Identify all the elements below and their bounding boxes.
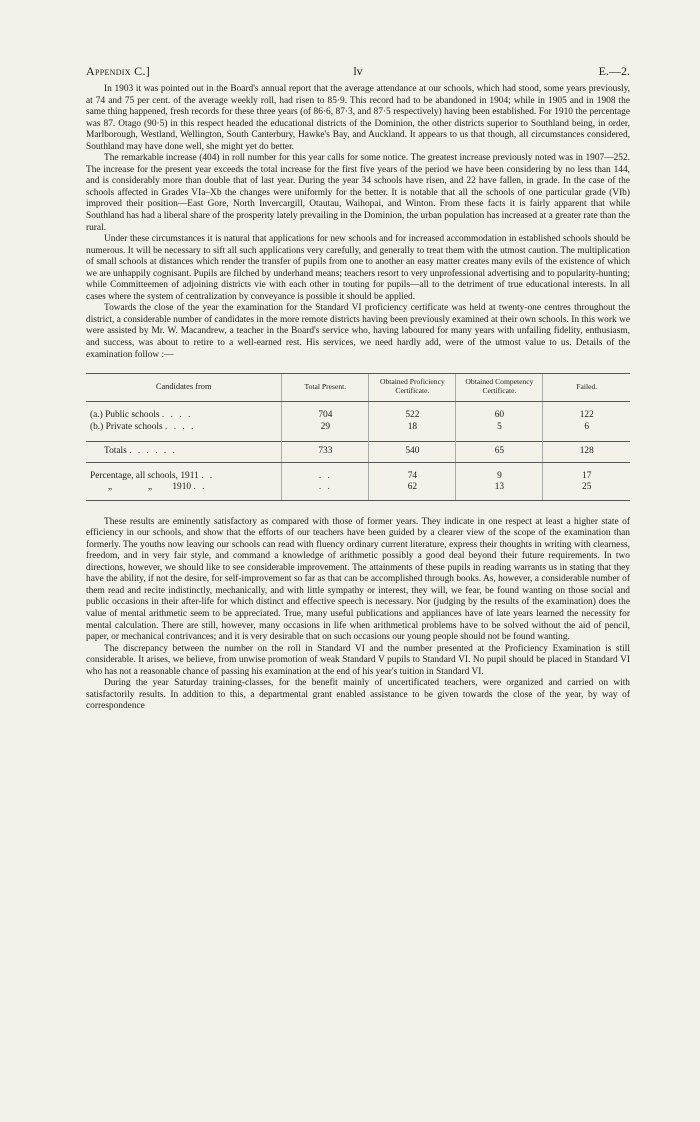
cell-failed: 128 xyxy=(543,442,630,463)
cell-proficiency: 62 xyxy=(369,482,456,500)
paragraph-new-schools: Under these circumstances it is natural that applications for new schools and for increased accommodation in established schools should be numerous. It will be necessary to sift all such applications very carefully, and generally to treat them with the utmost caution. The multiplication of small schools at distances which render the transfer of pupils from one to another an easy matter creates many evils of the existence of which we are unhappily cognisant. Pupils are filched by underhand means; teachers resort to very unprofessional advertising and to popularity-hunting; while Committeemen of adjoining districts vie with each other in touting for pupils—all to the detriment of true educational interests. In all cases where the system of centralization by conveyance is possible it should be applied. xyxy=(86,234,630,302)
cell-competency: 13 xyxy=(456,482,543,500)
cell-proficiency: 540 xyxy=(369,442,456,463)
totals-row xyxy=(86,442,630,463)
cell-proficiency: 522 xyxy=(369,410,456,422)
cell-total: . . xyxy=(282,471,369,483)
page-number: lv xyxy=(353,64,363,78)
paragraph-attendance: In 1903 it was pointed out in the Board's annual report that the average attendance at our schools, which had stood, some years previously, at 74 and 75 per cent. of the average weekly roll, had risen to 85·9. This record had to be abandoned in 1904; while in 1905 and in 1908 the same thing happened, fresh records for these three years (of 86·6, 87·3, and 87·5 respectively) having been established. For 1910 the percentage was 87. Otago (90·5) in this respect headed the educational districts of the Dominion, the other districts superior to Southland being, in order, Marlborough, Westland, Wellington, South Canterbury, Hawke's Bay, and Auckland. It appears to us that though, all circumstances considered, Southland may have done well, she might yet do better. xyxy=(86,84,630,152)
cell-competency: 60 xyxy=(456,410,543,422)
table-row xyxy=(86,422,630,434)
body-text-before xyxy=(86,84,630,361)
percentage-row-1910 xyxy=(86,482,630,500)
cell-proficiency: 74 xyxy=(369,471,456,483)
cell-failed: 17 xyxy=(543,471,630,483)
header-candidates: Candidates from xyxy=(86,374,282,402)
ditto-mark: „ xyxy=(107,482,113,493)
leader-dots: . . . . xyxy=(165,421,196,432)
paragraph-results: These results are eminently satisfactory as compared with those of former years. They indicate in one respect at least a higher state of efficiency in our schools, and show that the efforts of our teachers have been guided by a clearer view of the scope of the examination than formerly. The youths now leaving our schools can read with fluency ordinary current literature, express their thoughts in writing with clearness, freedom, and in very fair style, and command a knowledge of arithmetic possibly a good deal beyond their future requirements. In two directions, however, we should like to see considerable improvement. The attainments of these pupils in reading warrants us in stating that they have the ability, if not the desire, for self-improvement so far as that can be accomplished through books. As, however, a considerable number of them read and recite indistinctly, mechanically, and with little sympathy or interest, they will, we fear, be found wanting on those social and public occasions in their after-life for which distinct and effective speech is necessary. Nor (judging by the results of the examination) does the value of mental arithmetic seem to be appreciated. True, many useful publications and appliances have of late years learned the necessity for mental calculation. There are still, however, many occasions in life when arithmetical problems have to be solved without the aid of pencil, paper, or mechanical contrivances; and it is very desirable that on such occasions our young people should not be found wanting. xyxy=(86,516,630,643)
header-failed: Failed. xyxy=(543,374,630,402)
cell-total: . . xyxy=(282,482,369,500)
row-label-percentage: Percentage, all schools, 1911 xyxy=(90,470,199,481)
cell-failed: 6 xyxy=(543,422,630,434)
table-row xyxy=(86,410,630,422)
cell-competency: 65 xyxy=(456,442,543,463)
leader-dots: . . . . xyxy=(161,410,193,421)
cell-total: 704 xyxy=(282,410,369,422)
cell-competency: 5 xyxy=(456,422,543,434)
header-proficiency: Obtained Proficiency Certificate. xyxy=(369,374,456,402)
row-label-public: (a.) Public schools xyxy=(90,410,160,421)
paragraph-training-classes: During the year Saturday training-classes, for the benefit mainly of uncertificated teachers, were organized and carried on with satisfactorily results. In addition to this, a departmental grant enabled assistance to be given towards the close of the year, by way of correspondence xyxy=(86,678,630,712)
cell-failed: 25 xyxy=(543,482,630,500)
running-head xyxy=(86,64,630,84)
table-header-row xyxy=(86,374,630,402)
paragraph-discrepancy: The discrepancy between the number on the roll in Standard VI and the number presented at the Proficiency Examination is still considerable. It arises, we believe, from unwise promotion of weak Standard V pupils to Standard VI. No pupil should be placed in Standard VI who has not a reasonable chance of passing his examination at the end of his year's tuition in Standard VI. xyxy=(86,643,630,677)
cell-failed: 122 xyxy=(543,410,630,422)
ditto-mark: „ xyxy=(147,482,153,493)
paragraph-roll-increase: The remarkable increase (404) in roll number for this year calls for some notice. The greatest increase previously noted was in 1907—252. The increase for the present year exceeds the total increase for the first five years of the period we have been considering by no less than 144, and is considerably more than double that of last year. During the year 34 schools have risen, and 22 have fallen, in grade. In the case of the schools affected in Grades VIa–Xb the changes were uniformly for the better. It is notable that all the schools of one particular grade (VIb) improved their position—East Gore, North Invercargill, Otautau, Waihopai, and Winton. From these facts it is fairly apparent that while Southland has had a liberal share of the prosperity lately prevailing in the Dominion, the urban population has increased at a greater rate than the rural. xyxy=(86,153,630,233)
body-text-after xyxy=(86,517,630,713)
header-total-present: Total Present. xyxy=(282,374,369,402)
paragraph-examination: Towards the close of the year the examination for the Standard VI proficiency certificate was held at twenty-one centres throughout the district, a considerable number of candidates in the more remote districts having been previously examined at their own schools. In this work we were assisted by Mr. W. Macandrew, a teacher in the Board's service who, having laboured for many years with unfailing fidelity, enthusiasm, and success, was about to retire to a well-earned rest. His services, we need hardly add, were of the utmost value to us. Details of the examination follow :— xyxy=(86,303,630,360)
cell-competency: 9 xyxy=(456,471,543,483)
percentage-row-1911 xyxy=(86,471,630,483)
cell-total: 733 xyxy=(282,442,369,463)
document-code: E.—2. xyxy=(598,64,630,78)
appendix-label: Appendix C.] xyxy=(86,64,151,78)
document-page xyxy=(86,64,630,713)
leader-dots: . . . . . . xyxy=(129,446,177,457)
header-competency: Obtained Competency Certificate. xyxy=(456,374,543,402)
examination-results-table xyxy=(86,373,630,501)
cell-total: 29 xyxy=(282,422,369,434)
leader-dots: . . xyxy=(201,470,215,481)
cell-proficiency: 18 xyxy=(369,422,456,434)
row-label-private: (b.) Private schools xyxy=(90,421,163,432)
row-label-year: 1910 xyxy=(172,482,192,493)
leader-dots: . . xyxy=(193,482,207,493)
row-label-totals: Totals xyxy=(104,446,127,457)
